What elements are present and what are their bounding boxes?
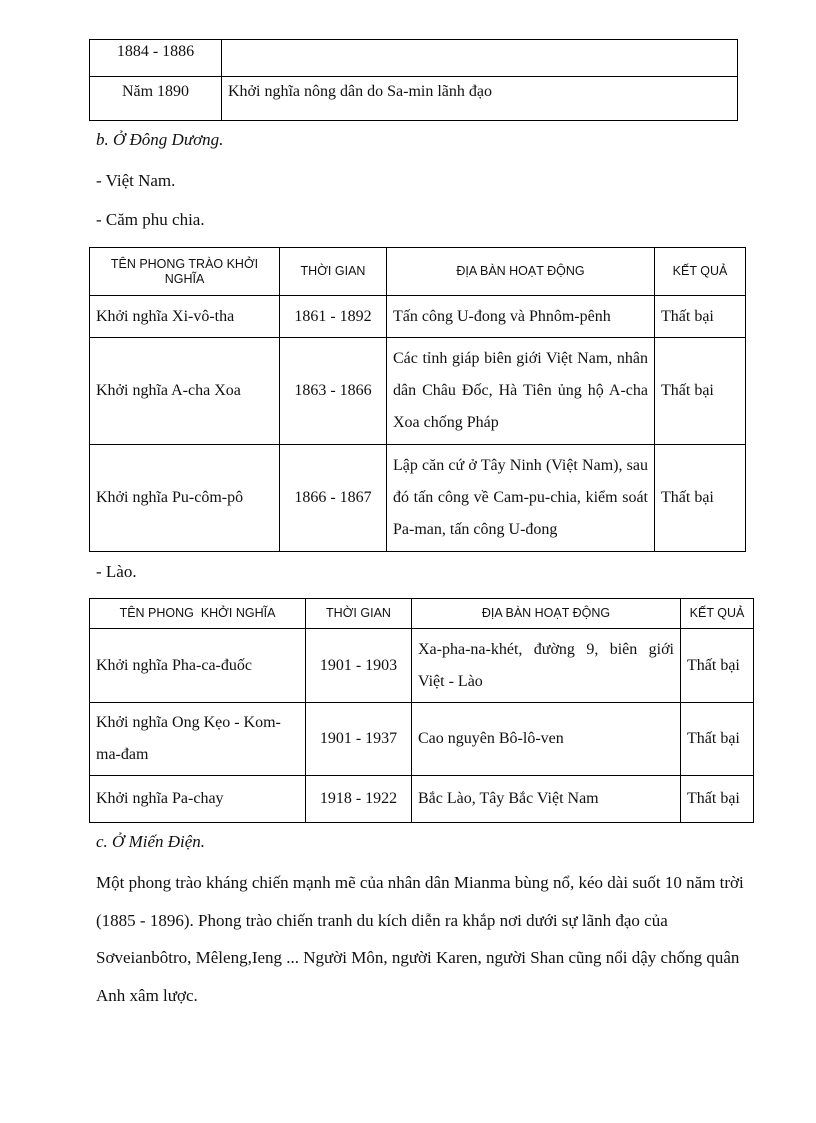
time-cell: 1918 - 1922: [306, 776, 412, 823]
table-row: [90, 629, 754, 703]
area-cell: Xa-pha-na-khét, đường 9, biên giới Việt - Lào: [412, 629, 681, 703]
name-cell: Khởi nghĩa A-cha Xoa: [90, 338, 280, 445]
header-name: TÊN PHONG TRÀO KHỞI NGHĨA: [90, 248, 280, 296]
event-cell: Khởi nghĩa nông dân do Sa-min lãnh đạo: [222, 77, 738, 121]
name-cell: Khởi nghĩa Pa-chay: [90, 776, 306, 823]
section-b-title: b. Ở Đông Dương.: [96, 130, 224, 149]
area-cell: Tấn công U-đong và Phnôm-pênh: [387, 296, 655, 338]
table-row: [90, 296, 746, 338]
table-header-row: [90, 599, 754, 629]
header-time: THỜI GIAN: [280, 248, 387, 296]
vietnam-label: - Việt Nam.: [96, 171, 176, 190]
table-row: [90, 445, 746, 552]
result-cell: Thất bại: [681, 776, 754, 823]
area-cell: Cao nguyên Bô-lô-ven: [412, 703, 681, 776]
time-cell: 1884 - 1886: [90, 40, 222, 77]
table-row: [90, 77, 738, 121]
table-header-row: [90, 248, 746, 296]
laos-table: [89, 598, 754, 823]
name-cell: Khởi nghĩa Pha-ca-đuốc: [90, 629, 306, 703]
header-result: KẾT QUẢ: [655, 248, 746, 296]
name-cell: Khởi nghĩa Ong Kẹo - Kom-ma-đam: [90, 703, 306, 776]
time-cell: 1901 - 1903: [306, 629, 412, 703]
header-time: THỜI GIAN: [306, 599, 412, 629]
event-cell: [222, 40, 738, 77]
laos-label: - Lào.: [96, 562, 137, 581]
area-cell: Bắc Lào, Tây Bắc Việt Nam: [412, 776, 681, 823]
cambodia-table: [89, 247, 746, 552]
header-name: TÊN PHONG KHỞI NGHĨA: [90, 599, 306, 629]
cambodia-label: - Căm phu chia.: [96, 210, 205, 229]
area-cell: Các tỉnh giáp biên giới Việt Nam, nhân dân Châu Đốc, Hà Tiên ủng hộ A-cha Xoa chống Pháp: [387, 338, 655, 445]
name-cell: Khởi nghĩa Xi-vô-tha: [90, 296, 280, 338]
result-cell: Thất bại: [655, 445, 746, 552]
header-result: KẾT QUẢ: [681, 599, 754, 629]
time-cell: 1861 - 1892: [280, 296, 387, 338]
section-c-paragraph: Một phong trào kháng chiến mạnh mẽ của nhân dân Mianma bùng nổ, kéo dài suốt 10 năm trời (1885 - 1896). Phong trào chiến tranh du kích diễn ra khắp nơi dưới sự lãnh đạo của Sơveianbôtro, Mêleng,Ieng ... Người Môn, người Karen, người Shan cũng nổi dậy chống quân Anh xâm lược.: [96, 873, 744, 1005]
header-area: ĐỊA BÀN HOẠT ĐỘNG: [387, 248, 655, 296]
time-cell: 1863 - 1866: [280, 338, 387, 445]
name-cell: Khởi nghĩa Pu-côm-pô: [90, 445, 280, 552]
area-cell: Lập căn cứ ở Tây Ninh (Việt Nam), sau đó tấn công về Cam-pu-chia, kiểm soát Pa-man, tấn công U-đong: [387, 445, 655, 552]
time-cell: 1866 - 1867: [280, 445, 387, 552]
table-row: [90, 703, 754, 776]
time-cell: Năm 1890: [90, 77, 222, 121]
result-cell: Thất bại: [681, 703, 754, 776]
result-cell: Thất bại: [655, 338, 746, 445]
table-row: [90, 338, 746, 445]
section-c-title: c. Ở Miến Điện.: [96, 832, 206, 851]
result-cell: Thất bại: [655, 296, 746, 338]
table-row: [90, 40, 738, 77]
header-area: ĐỊA BÀN HOẠT ĐỘNG: [412, 599, 681, 629]
result-cell: Thất bại: [681, 629, 754, 703]
table-row: [90, 776, 754, 823]
top-table: [89, 39, 738, 121]
time-cell: 1901 - 1937: [306, 703, 412, 776]
